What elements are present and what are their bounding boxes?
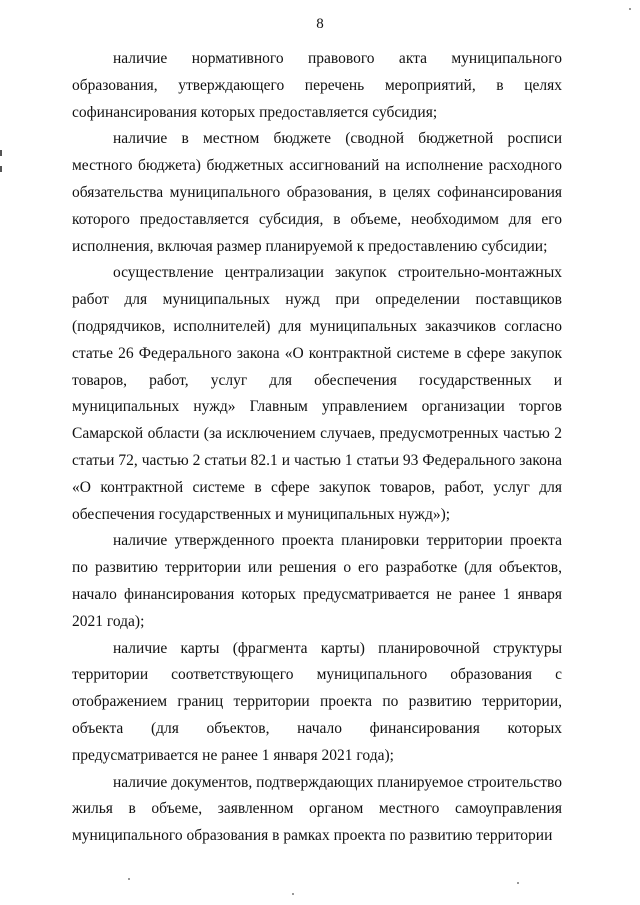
document-body xyxy=(72,46,562,850)
paragraph-planning-project: наличие утвержденного проекта планировки территории проекта по развитию территории или решения о его разработке (для объектов, начало финансирования которых предусматривается не ранее 1 января 2021 года); xyxy=(72,532,562,630)
scan-speck xyxy=(629,8,631,10)
paragraph-territory-map: наличие карты (фрагмента карты) планировочной структуры территории соответствующего муниципального образования с отображением границ территории проекта по развитию территории, объекта (для объектов, начало финансирования которых предусматривается не ранее 1 января 2021 года); xyxy=(72,639,562,764)
scan-speck xyxy=(128,878,130,880)
scan-edge-mark xyxy=(0,150,2,156)
scan-edge-mark xyxy=(0,166,2,172)
paragraph-budget-allocations: наличие в местном бюджете (сводной бюджетной росписи местного бюджета) бюджетных ассигнований на исполнение расходного обязательства муниципального образования, в целях софинансирования которого предоставляется субсидия, в объеме, необходимом для его исполнения, включая размер планируемой к предоставлению субсидии; xyxy=(72,130,562,255)
scan-speck xyxy=(517,882,519,884)
paragraph-procurement-centralization: осуществление централизации закупок строительно-монтажных работ для муниципальных нужд при определении поставщиков (подрядчиков, исполнителей) для муниципальных заказчиков согласно статье 26 Федерального закона «О контрактной системе в сфере закупок товаров, работ, услуг для обеспечения государственных и муниципальных нужд» Главным управлением организации торгов Самарской области (за исключением случаев, предусмотренных частью 2 статьи 72, частью 2 статьи 82.1 и частью 1 статьи 93 Федерального закона «О контрактной системе в сфере закупок товаров, работ, услуг для обеспечения государственных и муниципальных нужд»); xyxy=(72,264,562,523)
paragraph-housing-documents: наличие документов, подтверждающих планируемое строительство жилья в объеме, заявленном органом местного самоуправления муниципального образования в рамках проекта по развитию территории xyxy=(72,773,562,845)
page-number: 8 xyxy=(316,16,324,32)
paragraph-normative-act: наличие нормативного правового акта муниципального образования, утверждающего перечень мероприятий, в целях софинансирования которых предоставляется субсидия; xyxy=(72,50,562,121)
scan-speck xyxy=(292,893,294,895)
